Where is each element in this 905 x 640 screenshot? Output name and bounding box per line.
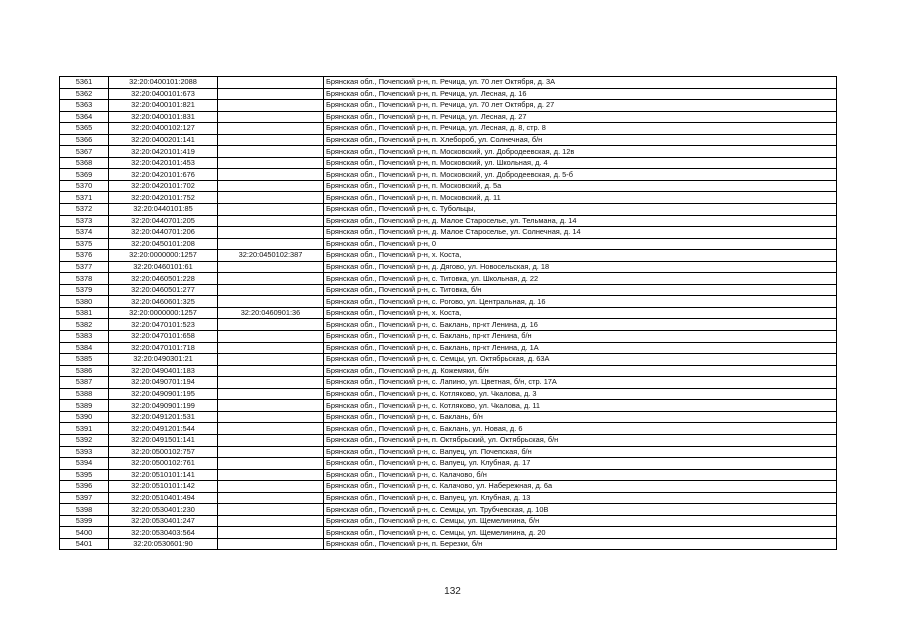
- cadastral-number-cell: 32:20:0460501:277: [109, 284, 218, 296]
- row-number-cell: 5390: [60, 411, 109, 423]
- cadastral-number-cell: 32:20:0530601:90: [109, 538, 218, 550]
- table-row: [60, 411, 837, 423]
- cadastral-number-cell: 32:20:0490701:194: [109, 377, 218, 389]
- cadastral-number-cell: 32:20:0510101:142: [109, 481, 218, 493]
- parcel-number-cell: [218, 157, 324, 169]
- parcel-number-cell: [218, 504, 324, 516]
- row-number-cell: 5393: [60, 446, 109, 458]
- table-row: [60, 492, 837, 504]
- table-row: [60, 458, 837, 470]
- address-cell: Брянская обл., Почепский р-н, п. Московский, ул. Школьная, д. 4: [324, 157, 837, 169]
- row-number-cell: 5367: [60, 146, 109, 158]
- address-cell: Брянская обл., Почепский р-н, п. Речица, ул. 70 лет Октября, д. 27: [324, 100, 837, 112]
- cadastral-number-cell: 32:20:0460101:61: [109, 261, 218, 273]
- cadastral-number-cell: 32:20:0490401:183: [109, 365, 218, 377]
- address-cell: Брянская обл., Почепский р-н, д. Малое Староселье, ул. Тельмана, д. 14: [324, 215, 837, 227]
- row-number-cell: 5361: [60, 77, 109, 89]
- parcel-number-cell: [218, 134, 324, 146]
- row-number-cell: 5387: [60, 377, 109, 389]
- cadastral-number-cell: 32:20:0491501:141: [109, 434, 218, 446]
- address-cell: Брянская обл., Почепский р-н, с. Калачово, ул. Набережная, д. 6а: [324, 481, 837, 493]
- address-cell: Брянская обл., Почепский р-н, п. Московский, д. 11: [324, 192, 837, 204]
- address-cell: Брянская обл., Почепский р-н, п. Московский, ул. Добродеевская, д. 5-б: [324, 169, 837, 181]
- address-cell: Брянская обл., Почепский р-н, п. Речица, ул. 70 лет Октября, д. 3А: [324, 77, 837, 89]
- table-row: [60, 469, 837, 481]
- address-cell: Брянская обл., Почепский р-н, с. Титовка, ул. Школьная, д. 22: [324, 273, 837, 285]
- parcel-number-cell: [218, 296, 324, 308]
- cadastral-number-cell: 32:20:0490301:21: [109, 354, 218, 366]
- cadastral-number-cell: 32:20:0510401:494: [109, 492, 218, 504]
- cadastral-number-cell: 32:20:0530403:564: [109, 527, 218, 539]
- cadastral-number-cell: 32:20:0420101:702: [109, 180, 218, 192]
- row-number-cell: 5368: [60, 157, 109, 169]
- address-cell: Брянская обл., Почепский р-н, с. Рогово, ул. Центральная, д. 16: [324, 296, 837, 308]
- address-cell: Брянская обл., Почепский р-н, п. Речица, ул. Лесная, д. 16: [324, 88, 837, 100]
- parcel-number-cell: [218, 123, 324, 135]
- row-number-cell: 5398: [60, 504, 109, 516]
- row-number-cell: 5369: [60, 169, 109, 181]
- row-number-cell: 5394: [60, 458, 109, 470]
- cadastral-number-cell: 32:20:0530401:230: [109, 504, 218, 516]
- cadastral-number-cell: 32:20:0500102:761: [109, 458, 218, 470]
- cadastral-number-cell: 32:20:0440701:206: [109, 227, 218, 239]
- parcel-number-cell: [218, 111, 324, 123]
- address-cell: Брянская обл., Почепский р-н, с. Семцы, ул. Щемелинина, д. 20: [324, 527, 837, 539]
- parcel-number-cell: [218, 469, 324, 481]
- address-cell: Брянская обл., Почепский р-н, с. Баклань, пр-кт Ленина, б/н: [324, 331, 837, 343]
- address-cell: Брянская обл., Почепский р-н, с. Семцы, ул. Трубчевская, д. 10В: [324, 504, 837, 516]
- row-number-cell: 5363: [60, 100, 109, 112]
- address-cell: Брянская обл., Почепский р-н, х. Коста,: [324, 250, 837, 262]
- table-row: [60, 284, 837, 296]
- row-number-cell: 5386: [60, 365, 109, 377]
- cadastral-number-cell: 32:20:0470101:523: [109, 319, 218, 331]
- table-row: [60, 111, 837, 123]
- table-row: [60, 261, 837, 273]
- parcel-number-cell: [218, 319, 324, 331]
- cadastral-number-cell: 32:20:0470101:718: [109, 342, 218, 354]
- parcel-number-cell: [218, 492, 324, 504]
- row-number-cell: 5401: [60, 538, 109, 550]
- cadastral-number-cell: 32:20:0420101:676: [109, 169, 218, 181]
- address-cell: Брянская обл., Почепский р-н, с. Тубольцы,: [324, 204, 837, 216]
- cadastral-number-cell: 32:20:0460601:325: [109, 296, 218, 308]
- parcel-number-cell: [218, 354, 324, 366]
- cadastral-number-cell: 32:20:0400101:673: [109, 88, 218, 100]
- table-row: [60, 400, 837, 412]
- parcel-number-cell: [218, 423, 324, 435]
- row-number-cell: 5385: [60, 354, 109, 366]
- parcel-number-cell: [218, 458, 324, 470]
- row-number-cell: 5381: [60, 307, 109, 319]
- parcel-number-cell: [218, 227, 324, 239]
- row-number-cell: 5391: [60, 423, 109, 435]
- address-cell: Брянская обл., Почепский р-н, с. Калачово, б/н: [324, 469, 837, 481]
- cadastral-number-cell: 32:20:0490901:199: [109, 400, 218, 412]
- address-cell: Брянская обл., Почепский р-н, с. Титовка, б/н: [324, 284, 837, 296]
- parcel-number-cell: [218, 192, 324, 204]
- parcel-number-cell: [218, 388, 324, 400]
- address-cell: Брянская обл., Почепский р-н, д. Кожемяки, б/н: [324, 365, 837, 377]
- row-number-cell: 5392: [60, 434, 109, 446]
- table-row: [60, 377, 837, 389]
- cadastral-number-cell: 32:20:0450101:208: [109, 238, 218, 250]
- property-register-table: [59, 76, 837, 550]
- row-number-cell: 5374: [60, 227, 109, 239]
- cadastral-number-cell: 32:20:0500102:757: [109, 446, 218, 458]
- parcel-number-cell: [218, 100, 324, 112]
- table-row: [60, 146, 837, 158]
- table-row: [60, 169, 837, 181]
- parcel-number-cell: [218, 331, 324, 343]
- cadastral-number-cell: 32:20:0400101:2088: [109, 77, 218, 89]
- row-number-cell: 5375: [60, 238, 109, 250]
- table-row: [60, 157, 837, 169]
- parcel-number-cell: [218, 180, 324, 192]
- address-cell: Брянская обл., Почепский р-н, с. Баклань, ул. Новая, д. 6: [324, 423, 837, 435]
- parcel-number-cell: [218, 261, 324, 273]
- table-row: [60, 180, 837, 192]
- table-row: [60, 538, 837, 550]
- table-row: [60, 342, 837, 354]
- parcel-number-cell: [218, 284, 324, 296]
- parcel-number-cell: [218, 446, 324, 458]
- address-cell: Брянская обл., Почепский р-н, с. Баклань, пр-кт Ленина, д. 1А: [324, 342, 837, 354]
- parcel-number-cell: 32:20:0450102:387: [218, 250, 324, 262]
- row-number-cell: 5370: [60, 180, 109, 192]
- address-cell: Брянская обл., Почепский р-н, д. Дягово, ул. Новосельская, д. 18: [324, 261, 837, 273]
- parcel-number-cell: [218, 169, 324, 181]
- address-cell: Брянская обл., Почепский р-н, с. Семцы, ул. Октябрьская, д. 63А: [324, 354, 837, 366]
- cadastral-number-cell: 32:20:0460501:228: [109, 273, 218, 285]
- row-number-cell: 5382: [60, 319, 109, 331]
- row-number-cell: 5373: [60, 215, 109, 227]
- parcel-number-cell: 32:20:0460901:36: [218, 307, 324, 319]
- table-row: [60, 331, 837, 343]
- parcel-number-cell: [218, 342, 324, 354]
- address-cell: Брянская обл., Почепский р-н, п. Березки, б/н: [324, 538, 837, 550]
- cadastral-number-cell: 32:20:0400201:141: [109, 134, 218, 146]
- parcel-number-cell: [218, 204, 324, 216]
- cadastral-number-cell: 32:20:0491201:531: [109, 411, 218, 423]
- table-row: [60, 319, 837, 331]
- table-row: [60, 388, 837, 400]
- row-number-cell: 5399: [60, 515, 109, 527]
- parcel-number-cell: [218, 273, 324, 285]
- parcel-number-cell: [218, 434, 324, 446]
- row-number-cell: 5383: [60, 331, 109, 343]
- cadastral-number-cell: 32:20:0510101:141: [109, 469, 218, 481]
- table-row: [60, 515, 837, 527]
- table-row: [60, 354, 837, 366]
- table-row: [60, 446, 837, 458]
- address-cell: Брянская обл., Почепский р-н, с. Вапуец, ул. Клубная, д. 17: [324, 458, 837, 470]
- parcel-number-cell: [218, 377, 324, 389]
- table-row: [60, 123, 837, 135]
- parcel-number-cell: [218, 146, 324, 158]
- row-number-cell: 5377: [60, 261, 109, 273]
- table-row: [60, 204, 837, 216]
- row-number-cell: 5388: [60, 388, 109, 400]
- row-number-cell: 5380: [60, 296, 109, 308]
- address-cell: Брянская обл., Почепский р-н, с. Вапуец, ул. Клубная, д. 13: [324, 492, 837, 504]
- table-row: [60, 273, 837, 285]
- table-row: [60, 527, 837, 539]
- parcel-number-cell: [218, 88, 324, 100]
- register-table-body: [60, 77, 837, 550]
- cadastral-number-cell: 32:20:0400101:821: [109, 100, 218, 112]
- cadastral-number-cell: 32:20:0400102:127: [109, 123, 218, 135]
- parcel-number-cell: [218, 538, 324, 550]
- parcel-number-cell: [218, 400, 324, 412]
- cadastral-number-cell: 32:20:0420101:752: [109, 192, 218, 204]
- table-row: [60, 296, 837, 308]
- address-cell: Брянская обл., Почепский р-н, с. Котляково, ул. Чкалова, д. 3: [324, 388, 837, 400]
- row-number-cell: 5396: [60, 481, 109, 493]
- row-number-cell: 5400: [60, 527, 109, 539]
- cadastral-number-cell: 32:20:0490901:195: [109, 388, 218, 400]
- address-cell: Брянская обл., Почепский р-н, с. Лапино, ул. Цветная, б/н, стр. 17А: [324, 377, 837, 389]
- address-cell: Брянская обл., Почепский р-н, с. Котляково, ул. Чкалова, д. 11: [324, 400, 837, 412]
- table-row: [60, 365, 837, 377]
- address-cell: Брянская обл., Почепский р-н, с. Баклань, б/н: [324, 411, 837, 423]
- parcel-number-cell: [218, 215, 324, 227]
- row-number-cell: 5366: [60, 134, 109, 146]
- table-row: [60, 88, 837, 100]
- address-cell: Брянская обл., Почепский р-н, с. Семцы, ул. Щемелинина, б/н: [324, 515, 837, 527]
- address-cell: Брянская обл., Почепский р-н, с. Баклань, пр-кт Ленина, д. 16: [324, 319, 837, 331]
- cadastral-number-cell: 32:20:0420101:453: [109, 157, 218, 169]
- parcel-number-cell: [218, 238, 324, 250]
- cadastral-number-cell: 32:20:0491201:544: [109, 423, 218, 435]
- parcel-number-cell: [218, 365, 324, 377]
- row-number-cell: 5371: [60, 192, 109, 204]
- table-row: [60, 481, 837, 493]
- cadastral-number-cell: 32:20:0470101:658: [109, 331, 218, 343]
- address-cell: Брянская обл., Почепский р-н, п. Речица, ул. Лесная, д. 27: [324, 111, 837, 123]
- row-number-cell: 5362: [60, 88, 109, 100]
- parcel-number-cell: [218, 77, 324, 89]
- row-number-cell: 5384: [60, 342, 109, 354]
- address-cell: Брянская обл., Почепский р-н, д. Малое Староселье, ул. Солнечная, д. 14: [324, 227, 837, 239]
- table-row: [60, 215, 837, 227]
- table-row: [60, 192, 837, 204]
- row-number-cell: 5365: [60, 123, 109, 135]
- table-row: [60, 77, 837, 89]
- address-cell: Брянская обл., Почепский р-н, п. Московский, д. 5а: [324, 180, 837, 192]
- table-row: [60, 134, 837, 146]
- row-number-cell: 5397: [60, 492, 109, 504]
- table-row: [60, 504, 837, 516]
- table-row: [60, 434, 837, 446]
- cadastral-number-cell: 32:20:0000000:1257: [109, 250, 218, 262]
- table-row: [60, 250, 837, 262]
- address-cell: Брянская обл., Почепский р-н, п. Московский, ул. Добродеевская, д. 12в: [324, 146, 837, 158]
- address-cell: Брянская обл., Почепский р-н, п. Хлебороб, ул. Солнечная, б/н: [324, 134, 837, 146]
- cadastral-number-cell: 32:20:0530401:247: [109, 515, 218, 527]
- parcel-number-cell: [218, 515, 324, 527]
- row-number-cell: 5378: [60, 273, 109, 285]
- parcel-number-cell: [218, 411, 324, 423]
- table-row: [60, 227, 837, 239]
- address-cell: Брянская обл., Почепский р-н, х. Коста,: [324, 307, 837, 319]
- address-cell: Брянская обл., Почепский р-н, с. Вапуец, ул. Почепская, б/н: [324, 446, 837, 458]
- cadastral-number-cell: 32:20:0440701:205: [109, 215, 218, 227]
- table-row: [60, 307, 837, 319]
- table-row: [60, 423, 837, 435]
- row-number-cell: 5364: [60, 111, 109, 123]
- row-number-cell: 5376: [60, 250, 109, 262]
- cadastral-number-cell: 32:20:0400101:831: [109, 111, 218, 123]
- table-row: [60, 238, 837, 250]
- address-cell: Брянская обл., Почепский р-н, 0: [324, 238, 837, 250]
- table-row: [60, 100, 837, 112]
- page-number: 132: [444, 586, 461, 597]
- parcel-number-cell: [218, 527, 324, 539]
- row-number-cell: 5395: [60, 469, 109, 481]
- cadastral-number-cell: 32:20:0440101:85: [109, 204, 218, 216]
- address-cell: Брянская обл., Почепский р-н, п. Октябрьский, ул. Октябрьская, б/н: [324, 434, 837, 446]
- row-number-cell: 5379: [60, 284, 109, 296]
- cadastral-number-cell: 32:20:0000000:1257: [109, 307, 218, 319]
- cadastral-number-cell: 32:20:0420101:419: [109, 146, 218, 158]
- parcel-number-cell: [218, 481, 324, 493]
- row-number-cell: 5372: [60, 204, 109, 216]
- address-cell: Брянская обл., Почепский р-н, п. Речица, ул. Лесная, д. 8, стр. 8: [324, 123, 837, 135]
- row-number-cell: 5389: [60, 400, 109, 412]
